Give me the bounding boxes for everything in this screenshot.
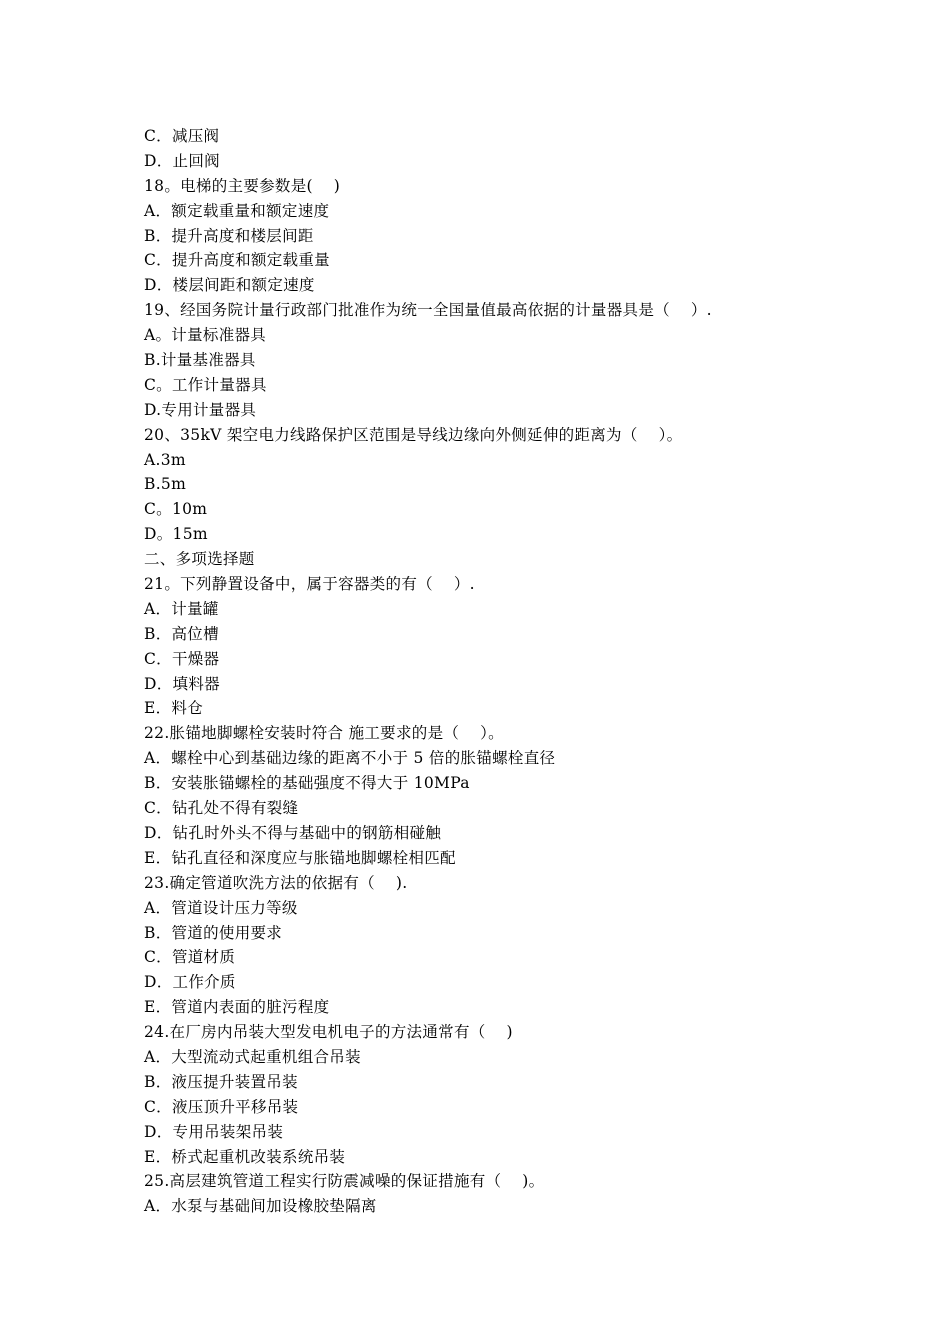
option-line: C。10m: [144, 500, 208, 519]
option-line: B．液压提升装置吊装: [144, 1072, 298, 1091]
question-line: 18。电梯的主要参数是( ): [144, 176, 341, 195]
question-line: 22.胀锚地脚螺栓安装时符合 施工要求的是（ ）。: [144, 724, 504, 743]
document-body: [144, 124, 824, 1219]
option-line: B．管道的使用要求: [144, 923, 283, 942]
option-line: D．工作介质: [144, 973, 236, 992]
question-line: 20、35kV 架空电力线路保护区范围是导线边缘向外侧延伸的距离为（ ）。: [144, 425, 683, 444]
option-line: B．高位槽: [144, 624, 219, 643]
option-line: A．螺栓中心到基础边缘的距离不小于 5 倍的胀锚螺栓直径: [144, 749, 556, 768]
option-line: D．止回阀: [144, 151, 220, 170]
option-line: D.专用计量器具: [144, 400, 257, 419]
option-line: C．干燥器: [144, 649, 220, 668]
option-line: D．专用吊装架吊装: [144, 1122, 284, 1141]
option-line: A．额定载重量和额定速度: [144, 201, 330, 220]
option-line: A．管道设计压力等级: [144, 898, 298, 917]
question-line: 24.在厂房内吊装大型发电机电子的方法通常有（ ): [144, 1023, 513, 1042]
option-line: D．填料器: [144, 674, 220, 693]
option-line: E．料仓: [144, 699, 204, 718]
option-line: B.计量基准器具: [144, 351, 256, 370]
option-line: A．大型流动式起重机组合吊装: [144, 1047, 361, 1066]
option-line: D．楼层间距和额定速度: [144, 276, 315, 295]
question-line: 25.高层建筑管道工程实行防震减噪的保证措施有（ )。: [144, 1172, 545, 1191]
option-line: D。15m: [144, 525, 208, 544]
option-line: B．提升高度和楼层间距: [144, 226, 314, 245]
option-line: E．钻孔直径和深度应与胀锚地脚螺栓相匹配: [144, 848, 456, 867]
option-line: A．水泵与基础间加设橡胶垫隔离: [144, 1197, 377, 1216]
option-line: C．减压阀: [144, 127, 220, 145]
question-line: 21。下列静置设备中，属于容器类的有（ ）.: [144, 575, 475, 594]
option-line: A。计量标准器具: [144, 326, 267, 345]
option-line: C．管道材质: [144, 948, 236, 967]
option-line: D．钻孔时外头不得与基础中的钢筋相碰触: [144, 823, 442, 842]
option-line: A．计量罐: [144, 599, 219, 618]
option-line: B．安装胀锚螺栓的基础强度不得大于 10MPa: [144, 774, 470, 793]
option-line: E．桥式起重机改装系统吊装: [144, 1147, 346, 1166]
option-line: C．提升高度和额定载重量: [144, 251, 330, 270]
question-line: 19、经国务院计量行政部门批准作为统一全国量值最高依据的计量器具是（ ）.: [144, 301, 712, 320]
option-line: C．液压顶升平移吊装: [144, 1097, 299, 1116]
option-line: E．管道内表面的脏污程度: [144, 998, 330, 1017]
option-line: C．钻孔处不得有裂缝: [144, 799, 299, 818]
question-line: 23.确定管道吹洗方法的依据有（ ).: [144, 873, 408, 892]
option-line: C。工作计量器具: [144, 375, 267, 394]
option-line: B.5m: [144, 475, 187, 494]
option-line: A.3m: [144, 450, 186, 469]
section-heading: 二、多项选择题: [144, 550, 255, 569]
